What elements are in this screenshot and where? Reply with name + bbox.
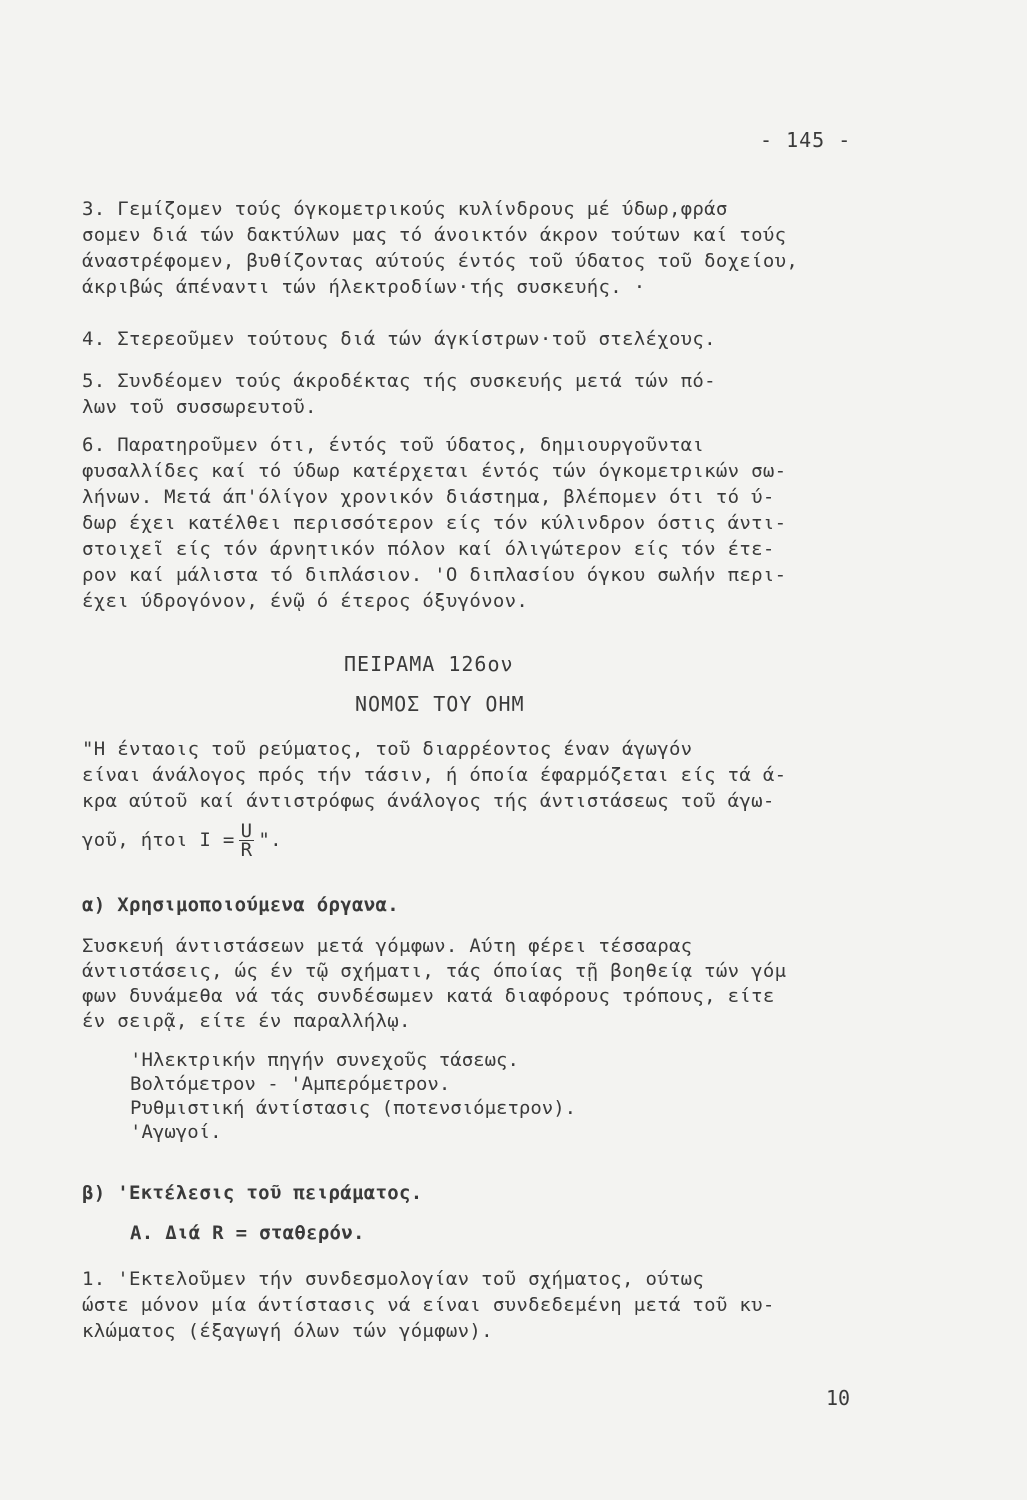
text-line: κρα αύτοῦ καί άντιστρόφως άνάλογος τής άντιστάσεως τοῦ άγω- (82, 790, 775, 812)
text-line: λήνων. Μετά άπ'όλίγον χρονικόν διάστημα, βλέπομεν ότι τό ύ- (82, 486, 775, 508)
list-item: 'Αγωγοί. (130, 1121, 222, 1143)
section-b-subtitle (130, 1220, 930, 1246)
text-line: δωρ έχει κατέλθει περισσότερον είς τόν κύλινδρον όστις άντι- (82, 512, 787, 534)
text-line: ρον καί μάλιστα τό διπλάσιον. 'Ο διπλασίου όγκου σωλήν περι- (82, 564, 787, 586)
item-5 (82, 368, 882, 420)
formula-fraction (239, 822, 255, 859)
formula-numerator: U (240, 820, 253, 842)
text-line: Συσκευή άντιστάσεων μετά γόμφων. Αύτη φέρει τέσσαρας (82, 935, 693, 957)
text-line: 3. Γεμίζομεν τούς όγκομετρικούς κυλίνδρους μέ ύδωρ,φράσ (82, 198, 728, 220)
text-line: φων δυνάμεθα νά τάς συνδέσωμεν κατά διαφόρους τρόπους, είτε (82, 985, 775, 1007)
law-heading: ΝΟΜΟΣ ΤΟΥ ΟΗΜ (355, 692, 525, 716)
list-item: Βολτόμετρον - 'Αμπερόμετρον. (130, 1073, 451, 1095)
list-item: Ρυθμιστική άντίστασις (ποτενσιόμετρον). (130, 1097, 577, 1119)
item-3 (82, 196, 882, 300)
text-line: κλώματος (έξαγωγή όλων τών γόμφων). (82, 1320, 493, 1342)
list-item: 'Ηλεκτρικήν πηγήν συνεχοῦς τάσεως. (130, 1049, 519, 1071)
experiment-heading: ΠΕΙΡΑΜΑ 126ον (344, 652, 514, 676)
text-line: "Η ένταοις τοῦ ρεύματος, τοῦ διαρρέοντος έναν άγωγόν (82, 738, 693, 760)
text-line: στοιχεῖ είς τόν άρνητικόν πόλον καί όλιγώτερον είς τόν έτε- (82, 538, 775, 560)
page-number: - 145 - (760, 128, 852, 152)
text-line: έν σειρᾷ, είτε έν παραλλήλῳ. (82, 1010, 411, 1032)
text-line: φυσαλλίδες καί τό ύδωρ κατέρχεται έντός τών όγκομετρικών σω- (82, 460, 787, 482)
section-b-body (82, 1266, 882, 1344)
text-line: 1. 'Εκτελοῦμεν τήν συνδεσμολογίαν τοῦ σχήματος, ούτως (82, 1268, 705, 1290)
equipment-list (130, 1048, 830, 1144)
text-line: άναστρέφομεν, βυθίζοντας αύτούς έντός τοῦ ύδατος τοῦ δοχείου, (82, 250, 799, 272)
text-line: είναι άνάλογος πρός τήν τάσιν, ή όποία έφαρμόζεται είς τά ά- (82, 764, 787, 786)
formula-suffix: ". (258, 829, 282, 851)
text-line: άντιστάσεις, ώς έν τῷ σχήματι, τάς όποίας τῇ βοηθείᾳ τών γόμ (82, 960, 787, 982)
formula-prefix: γοῦ, ήτοι I = (82, 829, 235, 851)
text-line: 6. Παρατηροῦμεν ότι, έντός τοῦ ύδατος, δημιουργοῦνται (82, 434, 705, 456)
section-title: β) 'Εκτέλεσις τοῦ πειράματος. (82, 1182, 423, 1204)
section-a-body (82, 934, 882, 1034)
law-statement (82, 736, 882, 859)
text-line: 4. Στερεοῦμεν τούτους διά τών άγκίστρων·τοῦ στελέχους. (82, 328, 716, 350)
text-line: έχει ύδρογόνον, ένῷ ό έτερος όξυγόνον. (82, 590, 529, 612)
text-line: σομεν διά τών δακτύλων μας τό άνοικτόν άκρον τούτων καί τούς (82, 224, 787, 246)
footer-page-number: 10 (826, 1386, 851, 1410)
text-line: ώστε μόνον μία άντίστασις νά είναι συνδεδεμένη μετά τοῦ κυ- (82, 1294, 775, 1316)
formula-denominator: R (240, 839, 253, 861)
text-line: λων τοῦ συσσωρευτοῦ. (82, 396, 317, 418)
section-a-title (82, 892, 882, 918)
text-line: άκριβώς άπέναντι τών ήλεκτροδίων·τής συσκευής. · (82, 276, 646, 298)
item-4 (82, 326, 882, 352)
formula-line (82, 822, 882, 859)
item-6 (82, 432, 882, 614)
subsection-title: Α. Διά R = σταθερόν. (130, 1222, 365, 1244)
text-line: 5. Συνδέομεν τούς άκροδέκτας τής συσκευής μετά τών πό- (82, 370, 716, 392)
section-b-title (82, 1180, 882, 1206)
section-title: α) Χρησιμοποιούμενα όργανα. (82, 894, 399, 916)
